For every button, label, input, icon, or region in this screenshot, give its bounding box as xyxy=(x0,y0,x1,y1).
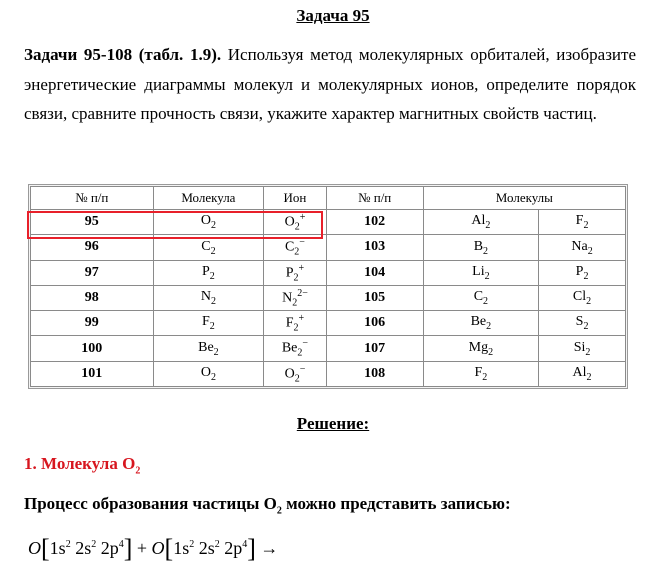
table-row xyxy=(31,285,626,310)
process-prefix: Процесс образования частицы O xyxy=(24,494,277,513)
cell-molecule-b xyxy=(539,210,626,235)
formula-atom-2: O xyxy=(151,538,165,558)
molecule-b-symbol: Cl xyxy=(572,289,587,305)
cell-molecule xyxy=(153,285,264,310)
cell-num-1 xyxy=(31,210,154,235)
cell-num-1 xyxy=(31,260,154,285)
molecule-b-subscript: 2 xyxy=(583,220,589,232)
cell-ion xyxy=(264,285,326,310)
row-number: 96 xyxy=(84,239,99,255)
orb-1s-sup-1: 2 xyxy=(65,539,71,550)
cell-molecule-a xyxy=(423,235,538,260)
formula-arrow: → xyxy=(260,538,279,558)
molecule-a-symbol: Mg xyxy=(468,339,489,355)
row-number-2: 103 xyxy=(364,239,386,255)
row-number: 100 xyxy=(81,340,103,356)
cell-molecule-a xyxy=(423,210,538,235)
molecule-a-symbol: Al xyxy=(471,213,486,229)
table-row xyxy=(31,210,626,235)
page-title: Задача 95 xyxy=(296,6,370,25)
molecule-b-subscript: 2 xyxy=(585,346,591,358)
cell-molecule xyxy=(153,235,264,260)
process-suffix: можно представить записью: xyxy=(281,494,511,513)
ion-subscript: 2 xyxy=(293,322,299,334)
ion-charge: − xyxy=(299,363,306,375)
molecule-a-subscript: 2 xyxy=(488,346,494,358)
molecule-b-subscript: 2 xyxy=(583,321,589,333)
table-row xyxy=(31,336,626,361)
cell-ion xyxy=(264,361,326,386)
row-number: 99 xyxy=(84,315,99,331)
cell-num-2 xyxy=(326,311,423,336)
molecule-b-symbol: F xyxy=(575,213,584,229)
ion-charge: + xyxy=(298,313,305,325)
cell-molecule-a xyxy=(423,285,538,310)
molecule-a-symbol: Be xyxy=(470,314,487,330)
molecule-a-subscript: 2 xyxy=(483,245,489,257)
molecules-table xyxy=(30,186,626,387)
molecule-subscript: 2 xyxy=(210,295,216,307)
solution-title: Решение: xyxy=(296,414,370,433)
cell-num-2 xyxy=(326,260,423,285)
cell-ion xyxy=(264,260,326,285)
row-number: 101 xyxy=(81,365,103,381)
molecule-subscript: 2 xyxy=(209,321,215,333)
molecule-a-subscript: 2 xyxy=(483,295,489,307)
cell-molecule-a xyxy=(423,260,538,285)
cell-num-2 xyxy=(326,361,423,386)
ion-charge: + xyxy=(298,262,305,274)
ion-symbol: C xyxy=(284,239,295,255)
table-header-row xyxy=(31,187,626,210)
molecule-a-symbol: B xyxy=(473,238,484,254)
orb-1s-1: 1s xyxy=(49,538,66,558)
orb-2s-1: 2s xyxy=(75,538,92,558)
molecule-subscript: 2 xyxy=(213,346,219,358)
formula-line xyxy=(28,534,278,564)
molecule-b-subscript: 2 xyxy=(583,270,589,282)
ion-subscript: 2 xyxy=(294,373,300,385)
orb-2p-sup-1: 4 xyxy=(118,539,124,550)
ion-subscript: 2 xyxy=(294,221,300,233)
cell-num-1 xyxy=(31,336,154,361)
cell-molecule xyxy=(153,210,264,235)
row-number: 97 xyxy=(84,264,99,280)
row-number: 98 xyxy=(84,290,99,306)
cell-ion xyxy=(264,210,326,235)
ion-charge: 2− xyxy=(297,287,308,299)
molecule-b-subscript: 2 xyxy=(587,245,593,257)
cell-molecule xyxy=(153,311,264,336)
molecule-a-symbol: C xyxy=(473,289,484,305)
molecule-a-subscript: 2 xyxy=(485,220,491,232)
molecule-b-symbol: P xyxy=(575,263,584,279)
section-heading-sub: 2 xyxy=(135,465,141,477)
cell-ion xyxy=(264,311,326,336)
header-molecule: Молекула xyxy=(153,187,264,210)
cell-molecule xyxy=(153,361,264,386)
cell-molecule-a xyxy=(423,336,538,361)
process-sub: 2 xyxy=(276,505,282,517)
cell-molecule-b xyxy=(539,260,626,285)
molecule-symbol: C xyxy=(201,238,211,254)
ion-symbol: F xyxy=(285,315,294,331)
task-paragraph xyxy=(24,40,636,129)
cell-molecule-b xyxy=(539,285,626,310)
task-lead: Задачи 95-108 (табл. 1.9). xyxy=(24,45,222,64)
ion-subscript: 2 xyxy=(294,246,300,258)
orb-2s-2: 2s xyxy=(198,538,215,558)
orb-2p-1: 2p xyxy=(100,538,119,558)
orb-1s-2: 1s xyxy=(173,538,190,558)
cell-num-2 xyxy=(326,285,423,310)
bracket-close-2: ] xyxy=(247,534,256,563)
cell-ion xyxy=(264,235,326,260)
molecule-b-symbol: Si xyxy=(573,339,586,355)
molecule-subscript: 2 xyxy=(210,245,216,257)
cell-num-2 xyxy=(326,210,423,235)
cell-num-2 xyxy=(326,235,423,260)
table-row xyxy=(31,260,626,285)
molecule-b-symbol: S xyxy=(575,314,584,330)
molecule-subscript: 2 xyxy=(210,371,216,383)
formula-plus: + xyxy=(136,538,148,558)
orb-1s-sup-2: 2 xyxy=(189,539,195,550)
molecule-b-symbol: Al xyxy=(572,365,587,381)
cell-molecule-b xyxy=(539,336,626,361)
cell-molecule-b xyxy=(539,311,626,336)
cell-num-1 xyxy=(31,235,154,260)
task-text: Используя метод молекулярных орбиталей, изобразите энергетические диаграммы молекул и молекулярных ионов, определите порядок связи, сравните прочность связи, укажите характер магнитных свойств частиц. xyxy=(24,45,636,123)
molecule-subscript: 2 xyxy=(210,220,216,232)
molecule-a-subscript: 2 xyxy=(486,321,492,333)
row-number-2: 106 xyxy=(364,315,386,331)
molecule-symbol: F xyxy=(201,314,210,330)
molecule-symbol: O xyxy=(200,365,211,381)
molecule-a-subscript: 2 xyxy=(484,270,490,282)
cell-molecule-b xyxy=(539,235,626,260)
cell-molecule-a xyxy=(423,311,538,336)
cell-molecule-b xyxy=(539,361,626,386)
bracket-open-1: [ xyxy=(41,534,50,563)
ion-symbol: O xyxy=(284,214,295,230)
orb-2p-sup-2: 4 xyxy=(242,539,248,550)
ion-subscript: 2 xyxy=(293,271,299,283)
ion-symbol: P xyxy=(285,265,294,281)
cell-num-1 xyxy=(31,361,154,386)
ion-subscript: 2 xyxy=(292,297,298,309)
ion-symbol: Be xyxy=(281,341,298,357)
cell-num-1 xyxy=(31,285,154,310)
cell-molecule-a xyxy=(423,361,538,386)
task-table xyxy=(28,184,628,389)
orb-2s-sup-1: 2 xyxy=(91,539,97,550)
cell-ion xyxy=(264,336,326,361)
section-heading-text: 1. Молекула O xyxy=(24,454,136,473)
ion-symbol: N xyxy=(282,290,293,306)
cell-num-2 xyxy=(326,336,423,361)
header-ion: Ион xyxy=(264,187,326,210)
molecule-b-subscript: 2 xyxy=(586,371,592,383)
row-number-2: 108 xyxy=(364,365,386,381)
ion-charge: − xyxy=(299,237,305,249)
molecule-symbol: Be xyxy=(198,339,214,355)
molecule-symbol: O xyxy=(200,213,211,229)
formula-atom-1: O xyxy=(28,538,41,558)
table-row xyxy=(31,235,626,260)
cell-num-1 xyxy=(31,311,154,336)
ion-symbol: O xyxy=(284,366,295,382)
molecule-a-symbol: F xyxy=(474,365,483,381)
molecule-b-symbol: Na xyxy=(571,238,588,254)
section-heading xyxy=(24,454,140,476)
cell-molecule xyxy=(153,336,264,361)
molecule-symbol: N xyxy=(200,289,211,305)
molecule-symbol: P xyxy=(201,263,210,279)
header-num-2: № п/п xyxy=(326,187,423,210)
row-number-2: 104 xyxy=(364,264,386,280)
row-number-2: 105 xyxy=(364,290,386,306)
table-row xyxy=(31,311,626,336)
table-row xyxy=(31,361,626,386)
cell-molecule xyxy=(153,260,264,285)
molecule-b-subscript: 2 xyxy=(586,295,592,307)
ion-charge: − xyxy=(302,338,309,350)
header-num-1: № п/п xyxy=(31,187,154,210)
molecule-a-symbol: Li xyxy=(472,263,485,279)
row-number-2: 107 xyxy=(364,340,386,356)
molecule-a-subscript: 2 xyxy=(482,371,488,383)
row-number-2: 102 xyxy=(364,214,386,230)
row-number: 95 xyxy=(84,214,99,230)
ion-charge: + xyxy=(299,211,306,223)
ion-subscript: 2 xyxy=(297,347,303,359)
orb-2s-sup-2: 2 xyxy=(214,539,220,550)
process-text xyxy=(24,494,511,516)
orb-2p-2: 2p xyxy=(224,538,243,558)
molecule-subscript: 2 xyxy=(209,270,215,282)
bracket-open-2: [ xyxy=(164,534,174,563)
bracket-close-1: ] xyxy=(123,534,133,563)
header-molecules: Молекулы xyxy=(423,187,625,210)
